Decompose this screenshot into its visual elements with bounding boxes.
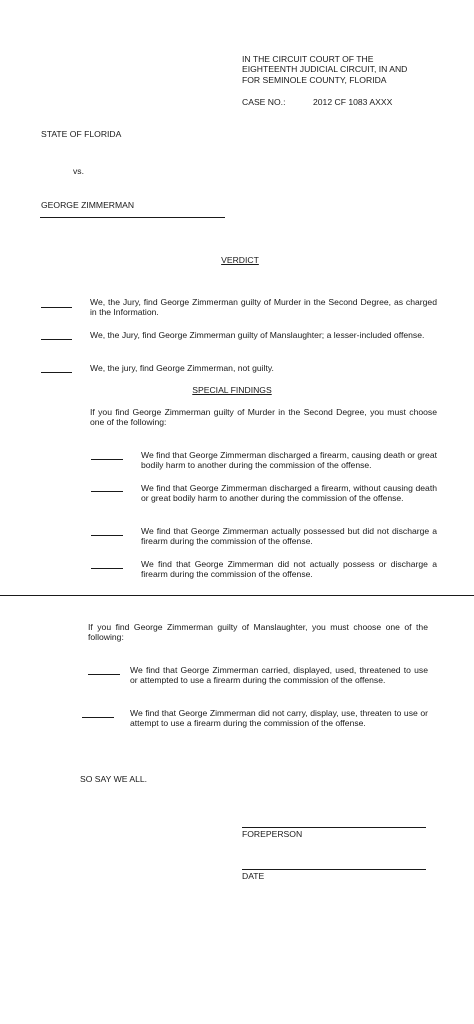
case-number: 2012 CF 1083 AXXX [313, 97, 393, 107]
murder-blank-3[interactable] [91, 535, 123, 536]
verdict-option-2: We, the Jury, find George Zimmerman guilty of Manslaughter; a lesser-included offense. [90, 330, 425, 340]
case-label: CASE NO.: [242, 97, 286, 107]
plaintiff-name: STATE OF FLORIDA [41, 129, 122, 139]
versus-text: vs. [73, 166, 84, 176]
court-line-2: EIGHTEENTH JUDICIAL CIRCUIT, IN AND [242, 64, 408, 75]
date-signature-line[interactable] [242, 869, 426, 870]
manslaughter-option-1: We find that George Zimmerman carried, displayed, used, threatened to use or attempted to use a firearm during the commission of the offense. [130, 665, 428, 686]
special-findings-title: SPECIAL FINDINGS [192, 385, 272, 395]
verdict-option-1: We, the Jury, find George Zimmerman guilty of Murder in the Second Degree, as charged in the Information. [90, 297, 437, 318]
page-break-line [0, 595, 474, 596]
court-line-1: IN THE CIRCUIT COURT OF THE [242, 54, 374, 64]
verdict-blank-1[interactable] [41, 307, 72, 308]
court-header [242, 54, 442, 85]
manslaughter-blank-2[interactable] [82, 717, 114, 718]
foreperson-label: FOREPERSON [242, 829, 303, 839]
verdict-blank-2[interactable] [41, 339, 72, 340]
murder-intro: If you find George Zimmerman guilty of Murder in the Second Degree, you must choose one of the following: [90, 407, 437, 428]
manslaughter-blank-1[interactable] [88, 674, 120, 675]
date-label: DATE [242, 871, 265, 881]
manslaughter-intro: If you find George Zimmerman guilty of Manslaughter, you must choose one of the following: [88, 622, 428, 643]
murder-option-1: We find that George Zimmerman discharged a firearm, causing death or great bodily harm to another during the commission of the offense. [141, 450, 437, 471]
court-line-3: FOR SEMINOLE COUNTY, FLORIDA [242, 74, 387, 85]
so-say-we-all: SO SAY WE ALL. [80, 774, 148, 784]
foreperson-signature-line[interactable] [242, 827, 426, 828]
murder-option-3: We find that George Zimmerman actually possessed but did not discharge a firearm during the commission of the offense. [141, 526, 437, 547]
murder-blank-4[interactable] [91, 568, 123, 569]
verdict-title: VERDICT [221, 255, 259, 265]
defendant-underline [40, 217, 225, 218]
defendant-name: GEORGE ZIMMERMAN [41, 200, 135, 210]
murder-option-4: We find that George Zimmerman did not actually possess or discharge a firearm during the commission of the offense. [141, 559, 437, 580]
murder-option-2: We find that George Zimmerman discharged a firearm, without causing death or great bodily harm to another during the commission of the offense. [141, 483, 437, 504]
murder-blank-1[interactable] [91, 459, 123, 460]
murder-blank-2[interactable] [91, 491, 123, 492]
verdict-option-3: We, the jury, find George Zimmerman, not guilty. [90, 363, 274, 373]
manslaughter-option-2: We find that George Zimmerman did not carry, display, use, threaten to use or attempt to use a firearm during the commission of the offense. [130, 708, 428, 729]
verdict-blank-3[interactable] [41, 372, 72, 373]
